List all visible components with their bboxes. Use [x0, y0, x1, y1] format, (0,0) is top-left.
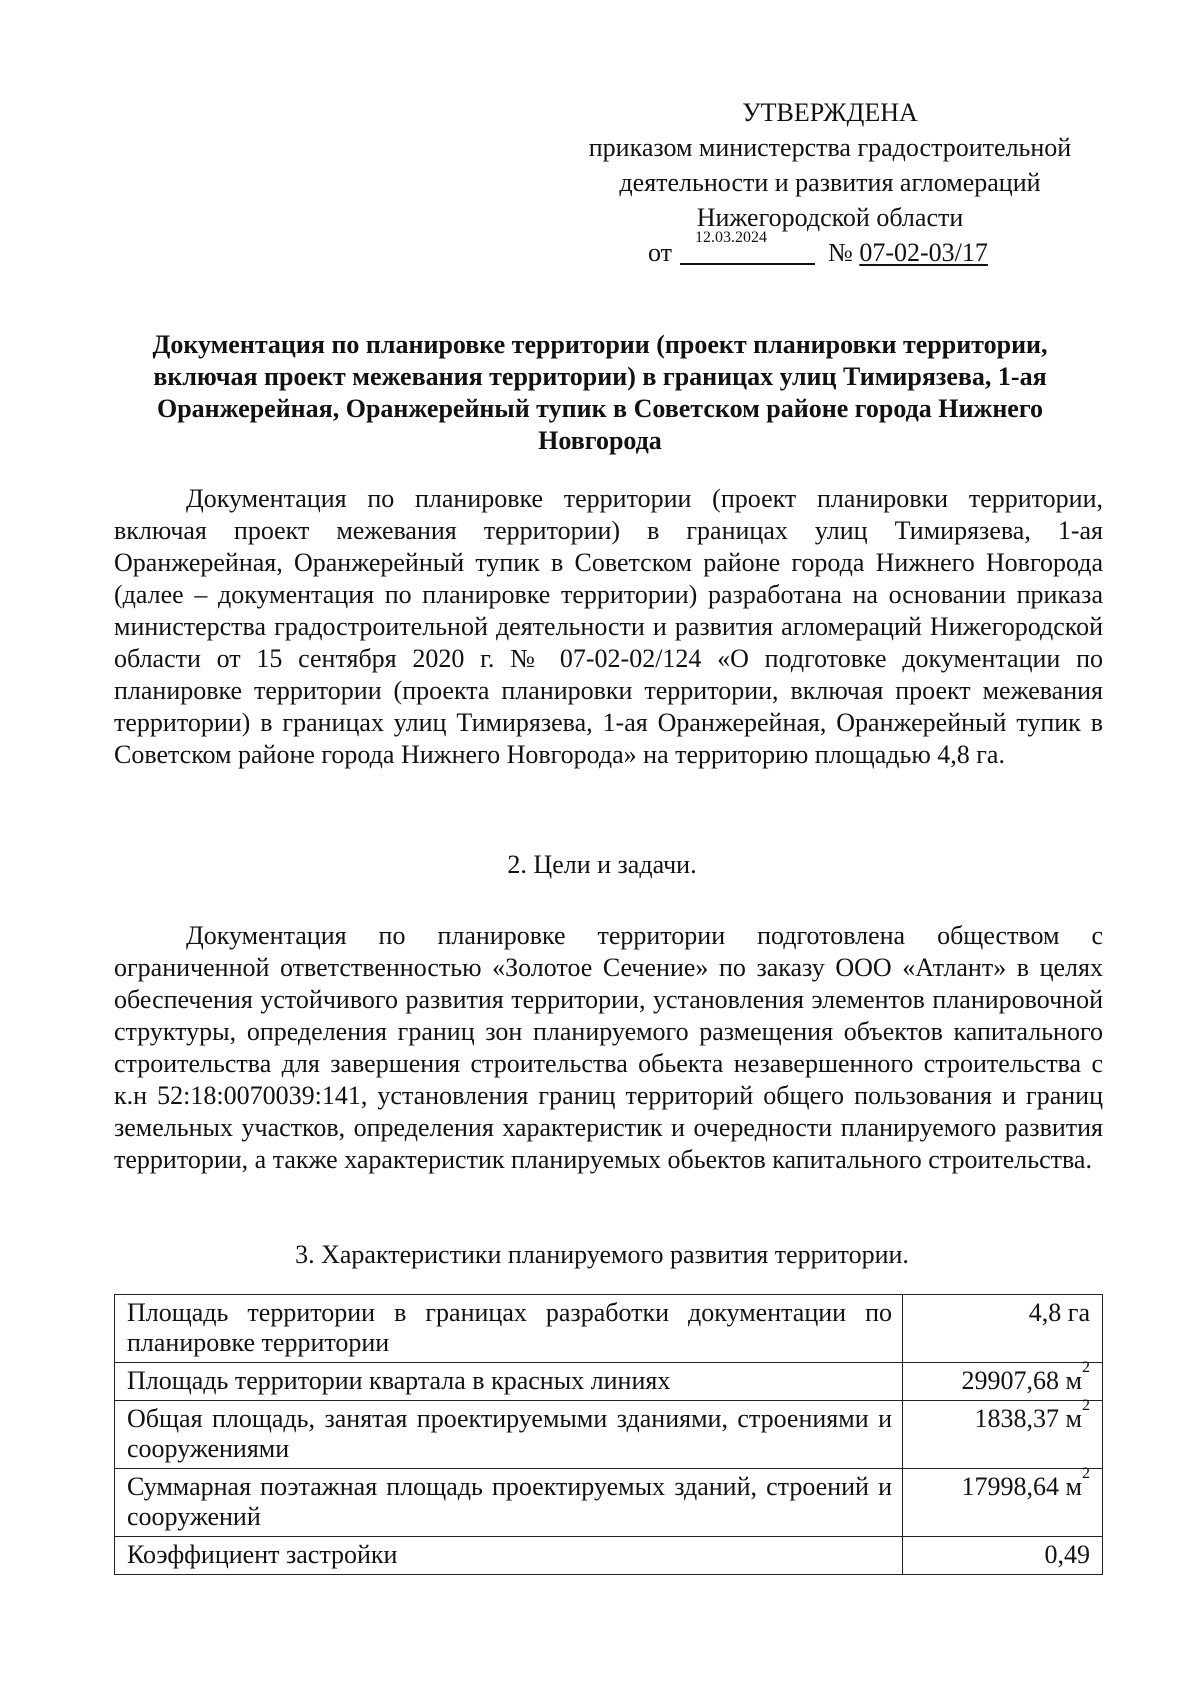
document-title: Документация по планировке территории (проект планировки территории, включая проект межевания территории) в границах улиц Тимирязева, 1-ая Оранжерейная, Оранжерейный тупик в Советском районе города Нижнего Новгорода	[152, 330, 1048, 455]
row-value	[903, 1359, 1103, 1401]
approval-line-1: приказом министерства градостроительной	[588, 133, 1072, 162]
approval-date-line	[560, 229, 1100, 270]
value-text: 4,8 га	[1028, 1298, 1090, 1327]
date-prefix: от	[648, 238, 673, 267]
section-2-heading: 2. Цели и задачи.	[507, 850, 697, 879]
row-value	[903, 1465, 1103, 1537]
table-row	[115, 1363, 1103, 1401]
approval-stamp: УТВЕРЖДЕНА	[742, 98, 918, 127]
number-prefix: №	[828, 238, 853, 267]
number-value: 07-02-03/17	[859, 238, 988, 267]
value-text: 0,49	[1044, 1540, 1090, 1569]
approval-line-2: деятельности и развития агломераций	[619, 168, 1041, 197]
row-label: Площадь территории квартала в красных линиях	[115, 1363, 903, 1401]
row-value	[903, 1537, 1103, 1575]
row-value	[903, 1397, 1103, 1469]
value-text: 29907,68 м	[961, 1366, 1082, 1395]
table-row	[115, 1401, 1103, 1469]
approval-date: 12.03.2024	[695, 229, 767, 246]
date-underline	[680, 253, 815, 265]
value-text: 17998,64 м	[961, 1472, 1082, 1501]
table-row	[115, 1295, 1103, 1363]
section-2-paragraph: Документация по планировке территории подготовлена обществом с ограниченной ответственностью «Золотое Сечение» по заказу ООО «Атлант» в целях обеспечения устойчивого развития территории, установления элементов планировочной структуры, определения границ зон планируемого размещения объектов капитального строительства для завершения строительства обьекта незавершенного строительства с к.н 52:18:0070039:141, установления границ территорий общего пользования и границ земельных участков, определения характеристик и очередности планируемого развития территории, а также характеристик планируемых обьектов капитального строительства.	[114, 921, 1103, 1174]
approval-line-3: Нижегородской области	[696, 203, 964, 232]
row-label: Общая площадь, занятая проектируемыми зданиями, строениями и сооружениями	[115, 1401, 903, 1469]
table-row	[115, 1537, 1103, 1575]
value-unit-sup: 2	[1082, 1359, 1090, 1376]
section-3-heading: 3. Характеристики планируемого развития территории.	[295, 1240, 909, 1269]
row-label: Площадь территории в границах разработки документации по планировке территории	[115, 1295, 903, 1363]
row-label: Коэффициент застройки	[115, 1537, 903, 1575]
row-value	[903, 1295, 1103, 1363]
approval-block	[560, 95, 1100, 270]
value-unit-sup: 2	[1082, 1465, 1090, 1482]
characteristics-table	[114, 1294, 1103, 1575]
value-unit-sup: 2	[1082, 1397, 1090, 1414]
table-row	[115, 1469, 1103, 1537]
intro-paragraph: Документация по планировке территории (проект планировки территории, включая проект межевания территории) в границах улиц Тимирязева, 1-ая Оранжерейная, Оранжерейный тупик в Советском районе города Нижнего Новгорода (далее – документация по планировке территории) разработана на основании приказа министерства градостроительной деятельности и развития агломераций Нижегородской области от 15 сентября 2020 г. № 07-02-02/124 «О подготовке документации по планировке территории (проекта планировки территории, включая проект межевания территории) в границах улиц Тимирязева, 1-ая Оранжерейная, Оранжерейный тупик в Советском районе города Нижнего Новгорода» на территорию площадью 4,8 га.	[114, 484, 1103, 769]
value-text: 1838,37 м	[974, 1404, 1082, 1433]
row-label: Суммарная поэтажная площадь проектируемых зданий, строений и сооружений	[115, 1469, 903, 1537]
approval-number	[828, 235, 988, 270]
